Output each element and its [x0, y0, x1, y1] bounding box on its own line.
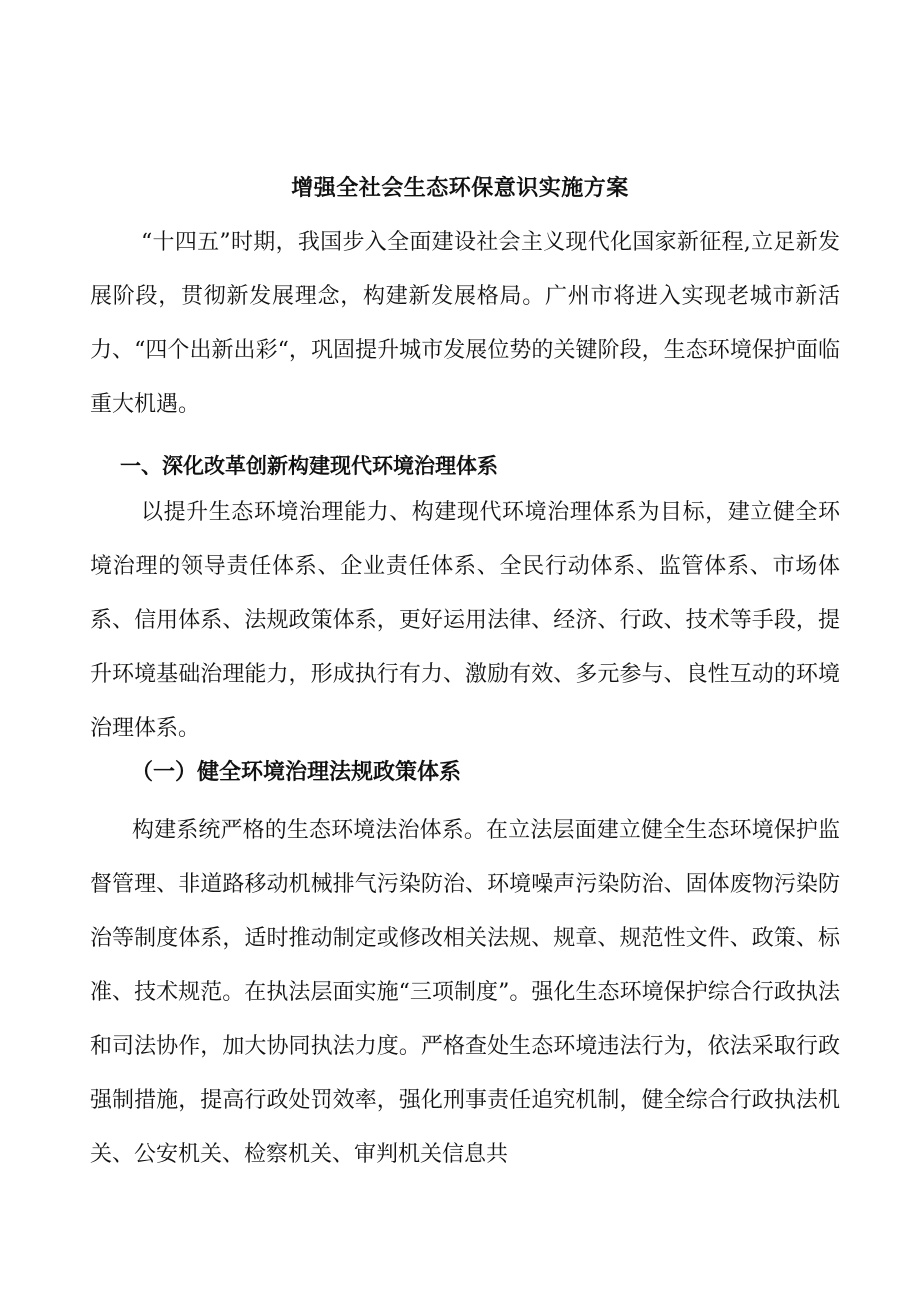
intro-paragraph: “十四五”时期，我国步入全面建设社会主义现代化国家新征程,立足新发展阶段，贯彻新发展理念，构建新发展格局。广州市将进入实现老城市新活力、“四个出新出彩“，巩固提升城市发展位势的关键阶段，生态环境保护面临重大机遇。 — [90, 230, 840, 417]
section-heading: 一、深化改革创新构建现代环境治理体系 — [120, 454, 498, 478]
document-title: 增强全社会生态环保意识实施方案 — [291, 176, 629, 201]
subsection-paragraph: 构建系统严格的生态环境法治体系。在立法层面建立健全生态环境保护监督管理、非道路移动机械排气污染防治、环境噪声污染防治、固体废物污染防治等制度体系，适时推动制定或修改相关法规、规章、规范性文件、政策、标准、技术规范。在执法层面实施“三项制度”。强化生态环境保护综合行政执法和司法协作，加大协同执法力度。严格查处生态环境违法行为，依法采取行政强制措施，提高行政处罚效率，强化刑事责任追究机制，健全综合行政执法机关、公安机关、检察机关、审判机关信息共 — [90, 818, 840, 1167]
subsection-heading: （一）健全环境治理法规政策体系 — [131, 759, 462, 785]
section-paragraph: 以提升生态环境治理能力、构建现代环境治理体系为目标，建立健全环境治理的领导责任体系、企业责任体系、全民行动体系、监管体系、市场体系、信用体系、法规政策体系，更好运用法律、经济、行政、技术等手段，提升环境基础治理能力，形成执行有力、激励有效、多元参与、良性互动的环境治理体系。 — [90, 500, 840, 741]
